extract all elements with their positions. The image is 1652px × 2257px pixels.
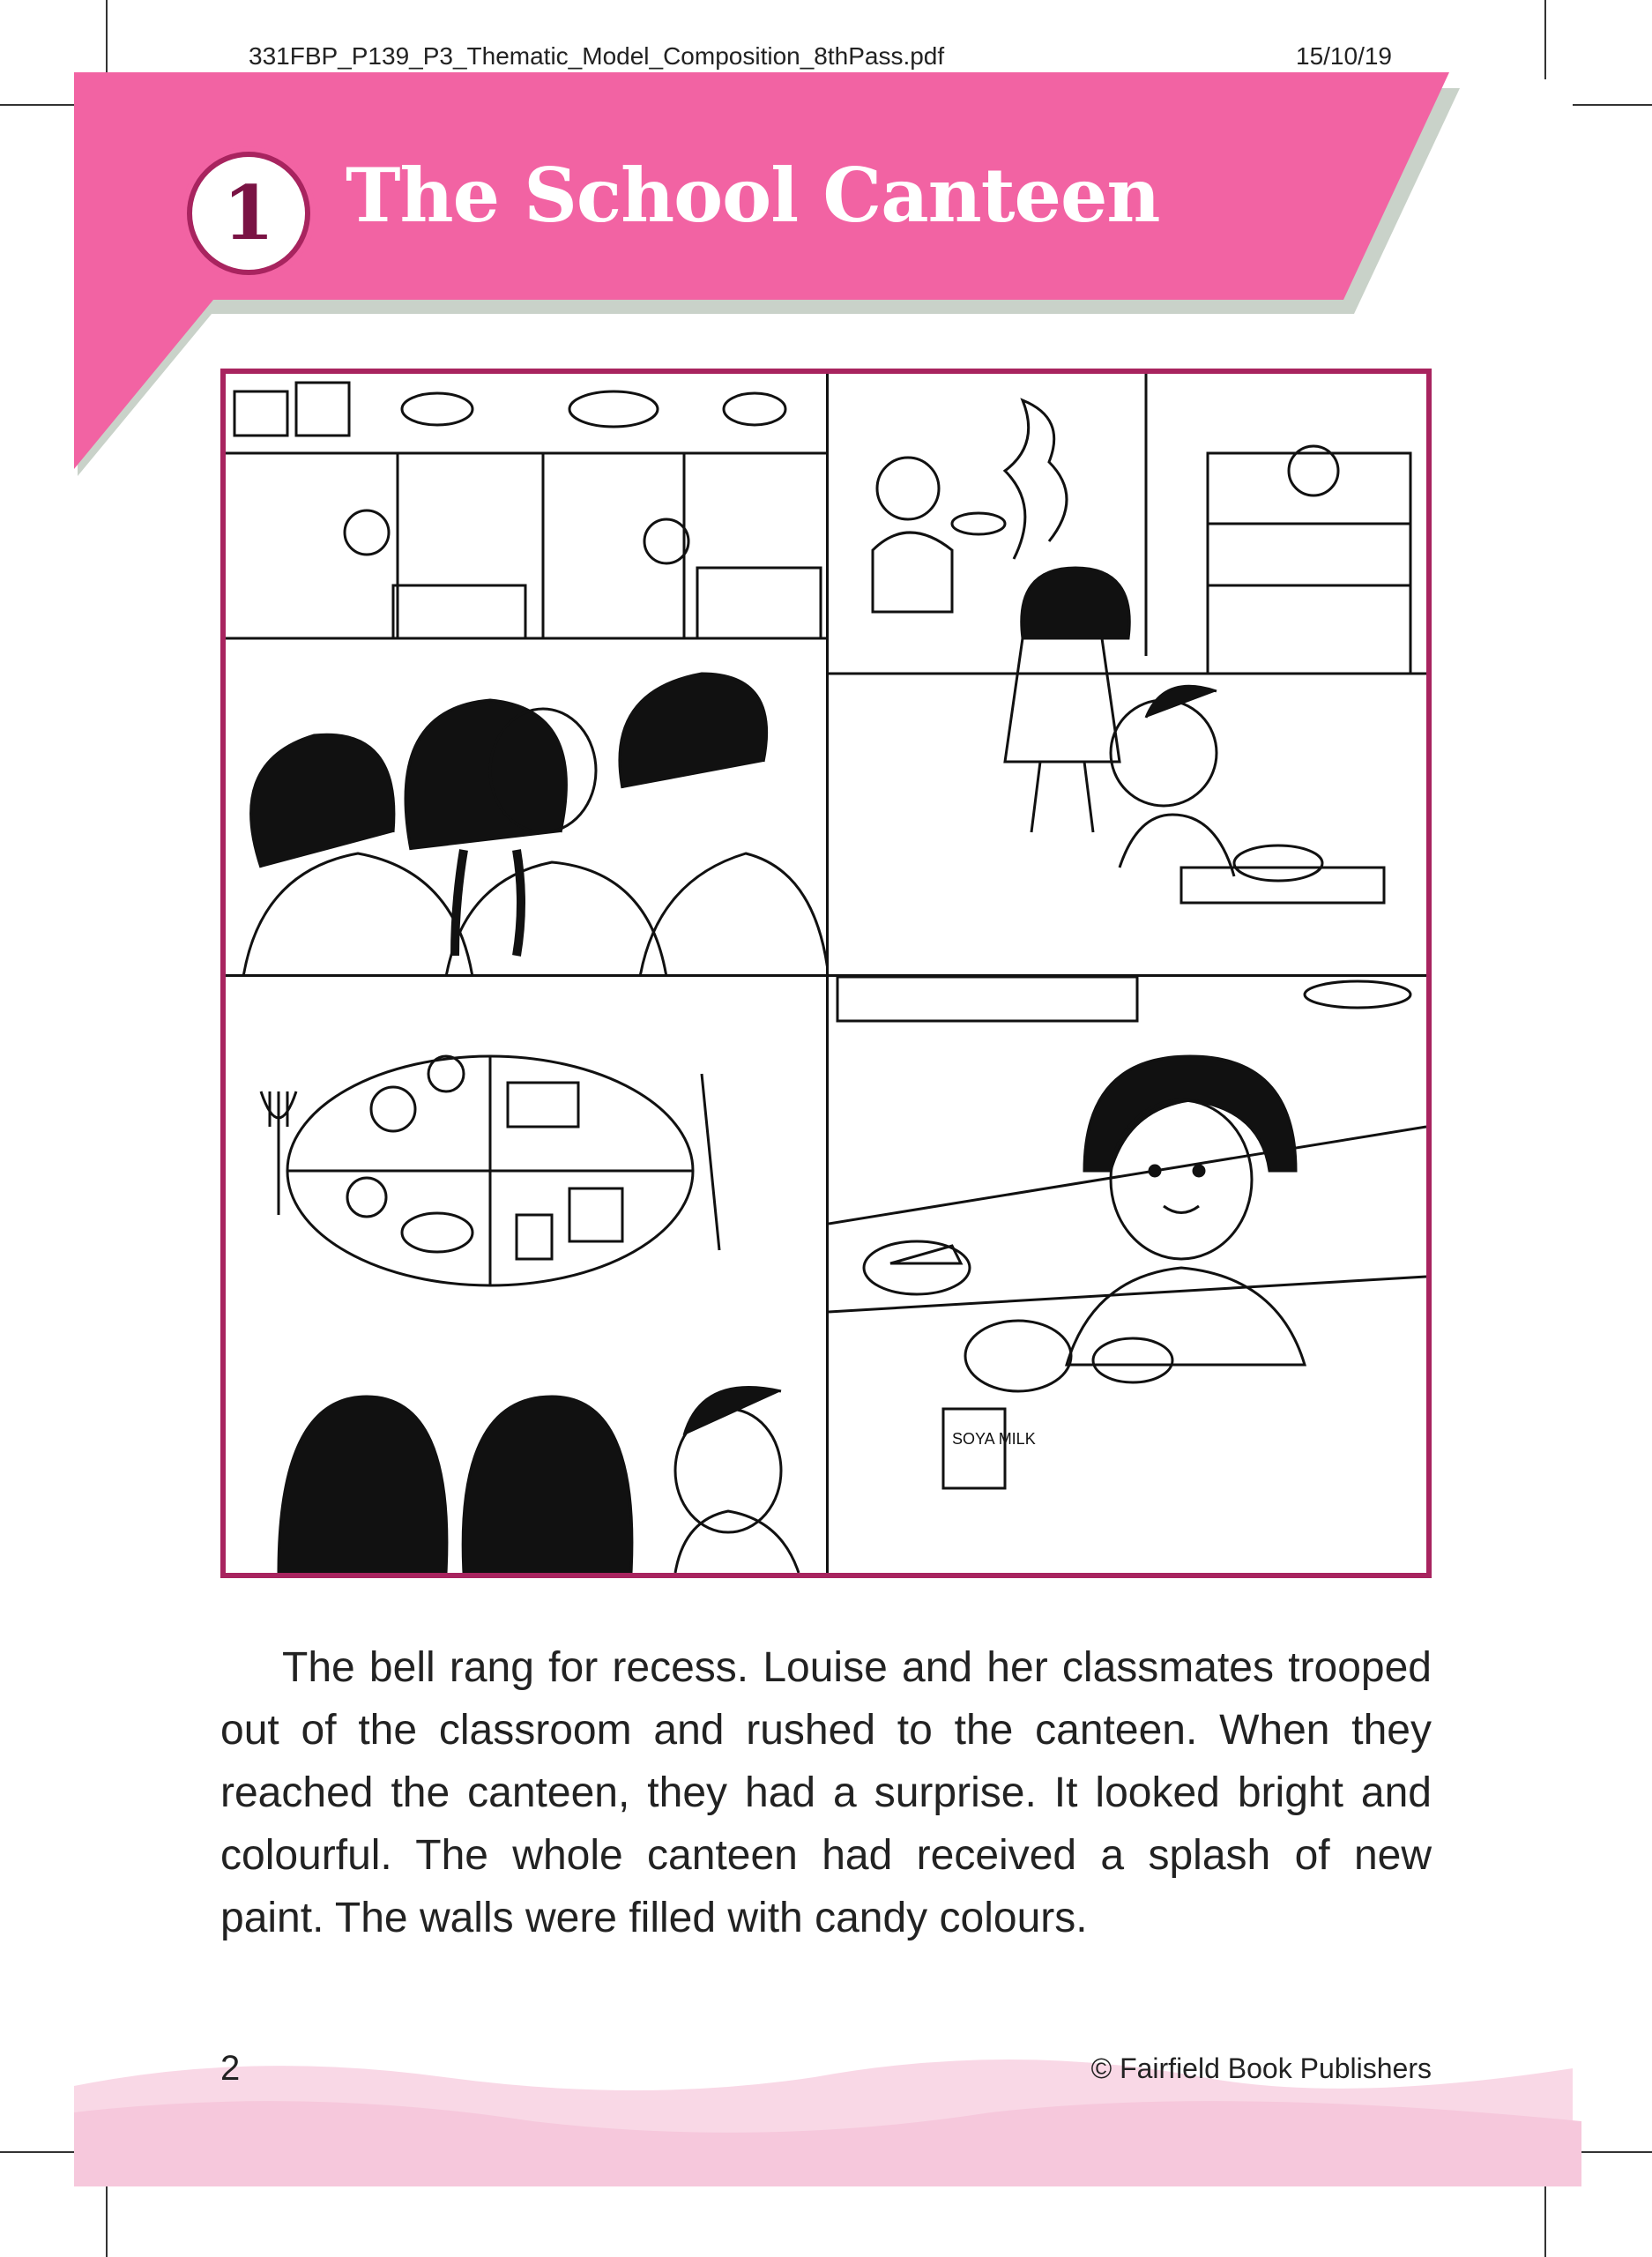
panel-food-pyramid xyxy=(226,977,829,1573)
page-number: 2 xyxy=(220,2049,241,2088)
chapter-title: The School Canteen xyxy=(346,152,1160,239)
file-header xyxy=(0,42,1652,74)
file-date: 15/10/19 xyxy=(1296,42,1392,70)
crop-mark xyxy=(1544,2178,1546,2257)
comic-illustration xyxy=(220,369,1432,1578)
file-name: 331FBP_P139_P3_Thematic_Model_Composition_8thPass.pdf xyxy=(249,42,945,70)
milk-carton-label: SOYA MILK xyxy=(952,1430,1036,1448)
chapter-number-badge xyxy=(187,152,310,275)
copyright-notice: © Fairfield Book Publishers xyxy=(1090,2052,1432,2084)
panel-buying-food xyxy=(829,374,1426,977)
panel-eating-meal xyxy=(829,977,1426,1573)
panel-canteen-arrival xyxy=(226,374,829,977)
crop-mark xyxy=(106,2178,108,2257)
chapter-number: 1 xyxy=(222,169,275,257)
story-paragraph: The bell rang for recess. Louise and her classmates trooped out of the classroom and rushed to the canteen. When they reached the canteen, they had a surprise. It looked bright and colourful. The whole canteen had received a splash of new paint. The walls were filled with candy colours. xyxy=(220,1644,1432,1941)
